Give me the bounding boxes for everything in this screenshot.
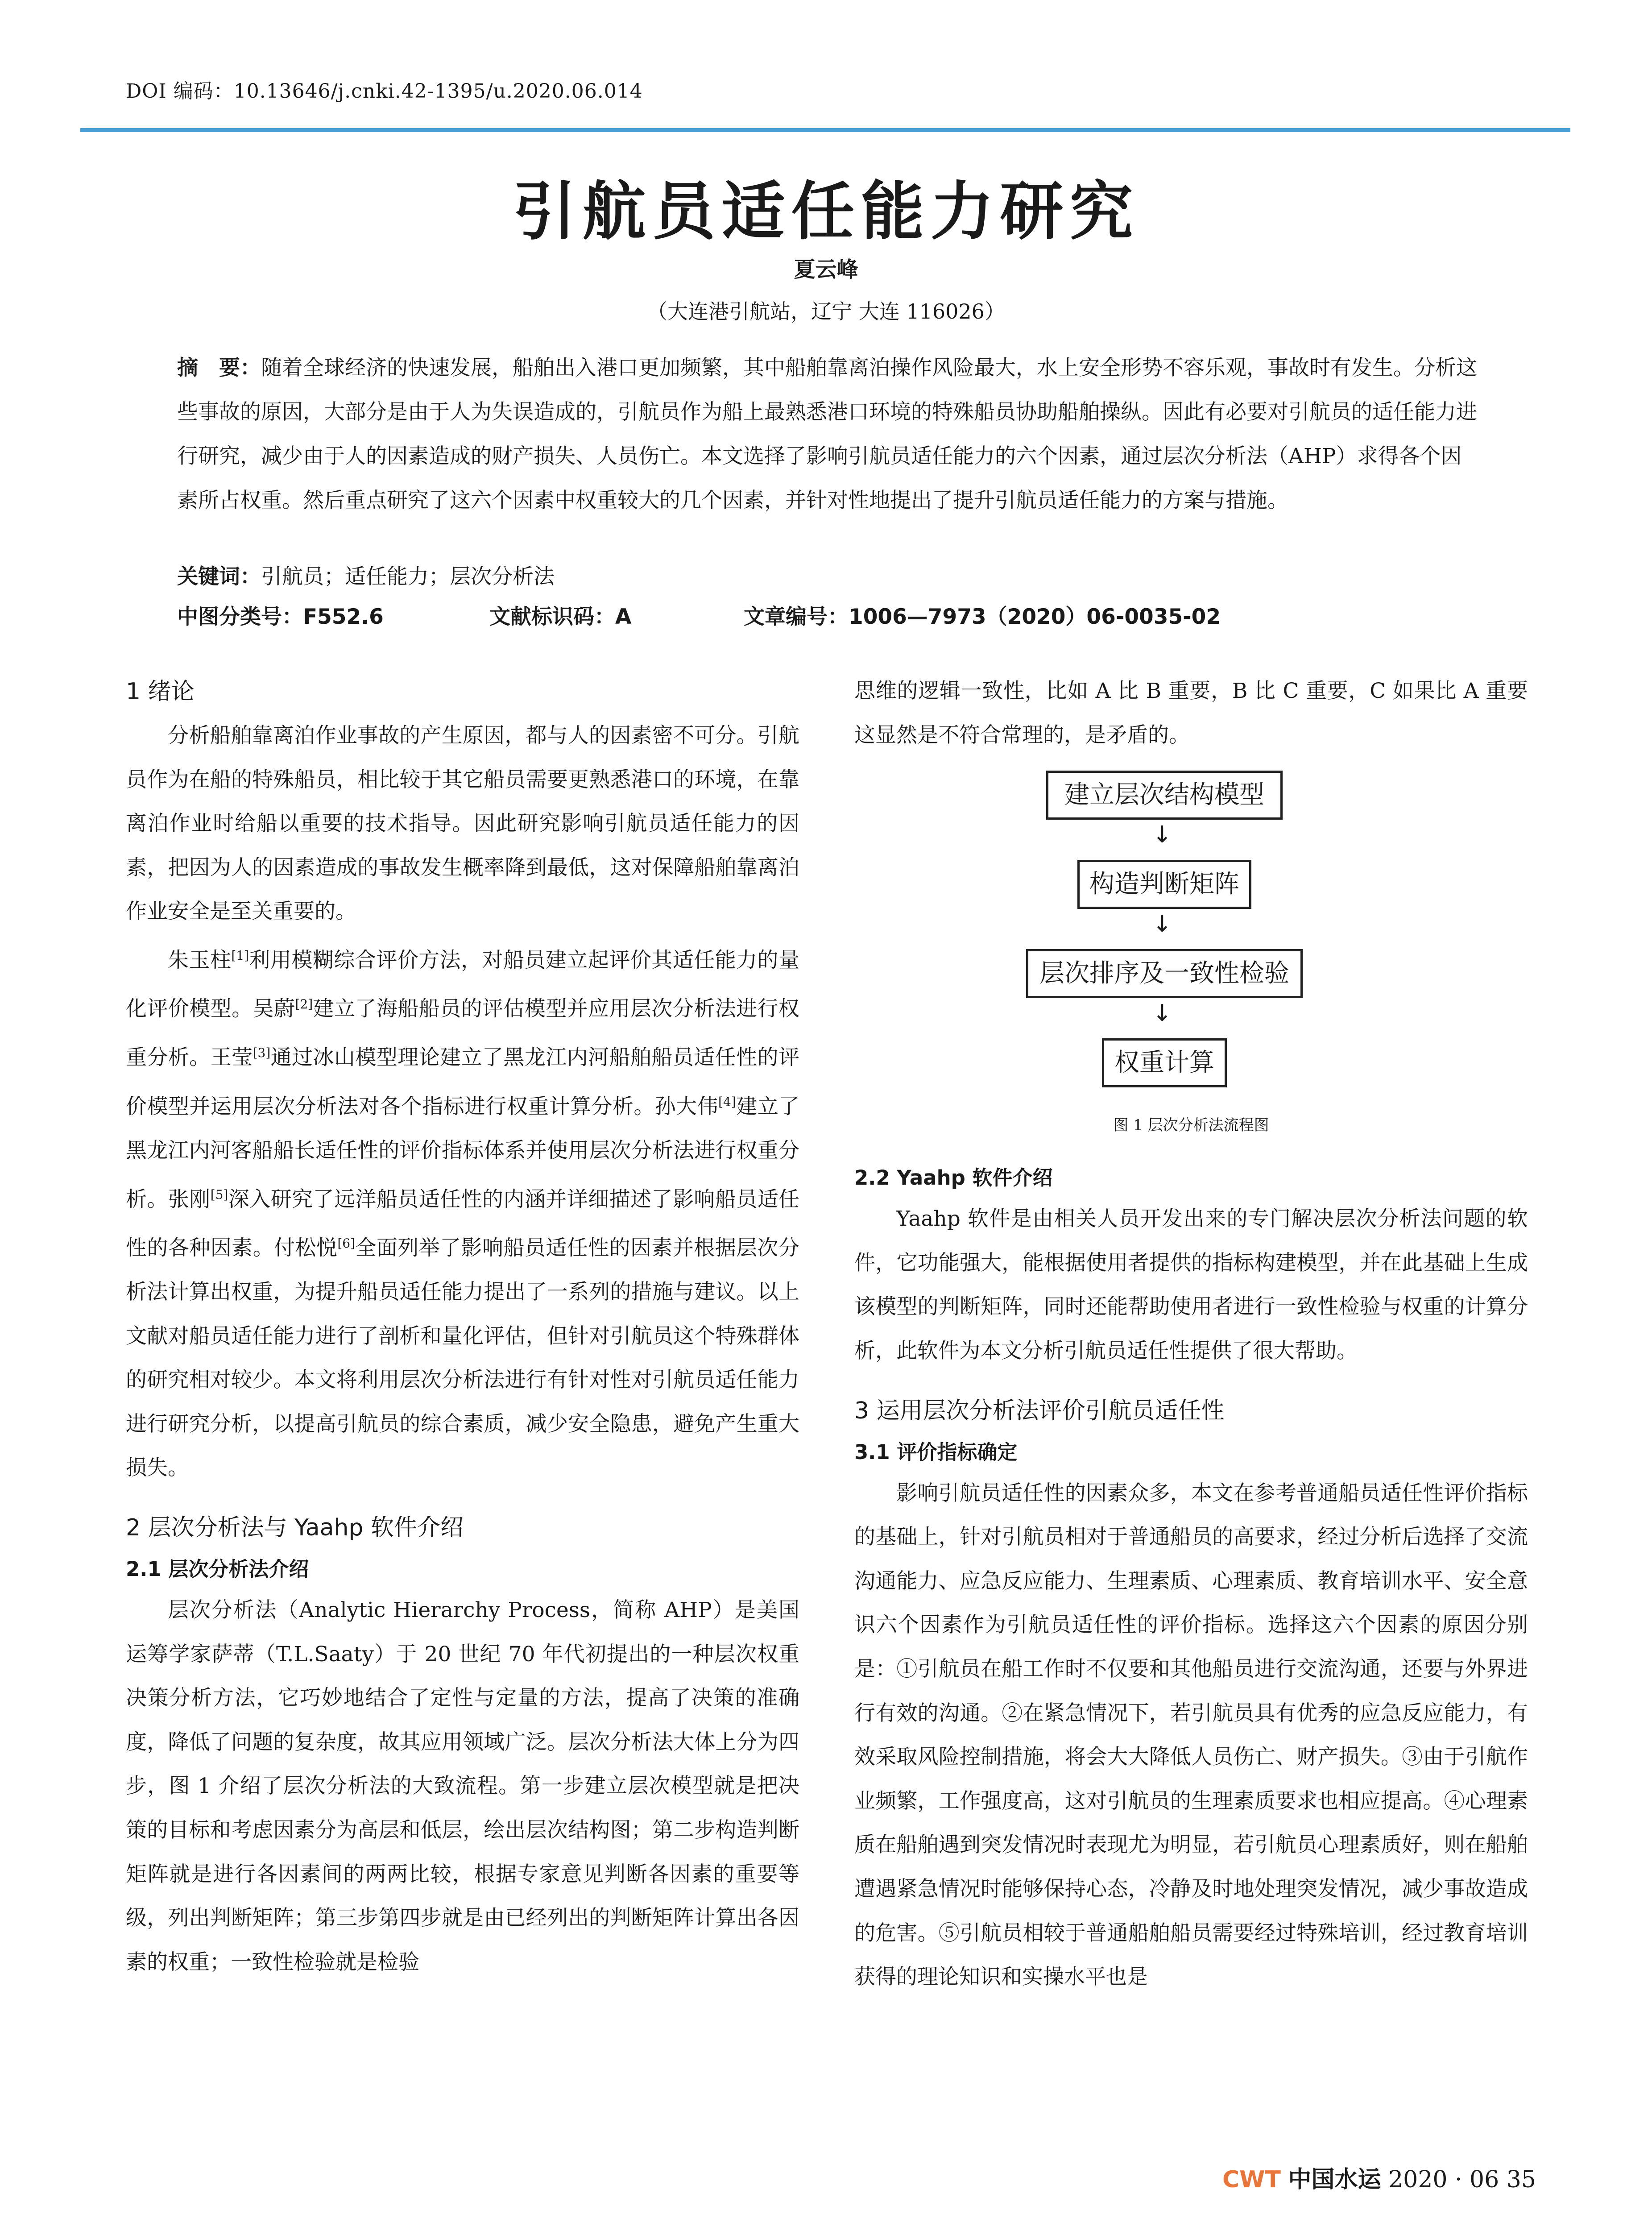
right-column: [854, 669, 1528, 1999]
text-run: 朱玉柱: [168, 948, 232, 973]
keywords-text: 引航员；适任能力；层次分析法: [261, 564, 555, 589]
citation-6: [6]: [337, 1236, 355, 1251]
header-rule: [80, 128, 1570, 132]
s31-paragraph-1: 影响引航员适任性的因素众多，本文在参考普通船员适任性评价指标的基础上，针对引航员相对于普通船员的高要求，经过分析后选择了交流沟通能力、应急反应能力、生理素质、心理素质、教育培训水平、安全意识六个因素作为引航员适任性的评价指标。选择这六个因素的原因分别是：①引航员在船工作时不仅要和其他船员进行交流沟通，还要与外界进行有效的沟通。②在紧急情况下，若引航员具有优秀的应急反应能力，有效采取风险控制措施，将会大大降低人员伤亡、财产损失。③由于引航作业频繁，工作强度高，这对引航员的生理素质要求也相应提高。④心理素质在船舶遇到突发情况时表现尤为明显，若引航员心理素质好，则在船舶遭遇紧急情况时能够保持心态，冷静及时地处理突发情况，减少事故造成的危害。⑤引航员相较于普通船舶船员需要经过特殊培训，经过教育培训获得的理论知识和实操水平也是: [854, 1480, 1528, 1990]
text-run: 全面列举了影响船员适任性的因素并根据层次分析法计算出权重，为提升船员适任能力提出了一系列的措施与建议。以上文献对船员适任能力进行了剖析和量化评估，但针对引航员这个特殊群体的研究相对较少。本文将利用层次分析法进行有针对性对引航员适任能力进行研究分析，以提高引航员的综合素质，减少安全隐患，避免产生重大损失。: [126, 1236, 800, 1480]
s1-paragraph-2: [126, 934, 799, 1490]
flow-step-1: 建立层次结构模型: [1046, 771, 1283, 820]
flow-step-3: 层次排序及一致性检验: [1026, 949, 1303, 998]
author: 夏云峰: [794, 257, 858, 282]
citation-5: [5]: [210, 1187, 228, 1202]
section-2-1-heading: 2.1 层次分析法介绍: [126, 1557, 309, 1581]
figure-caption: 图 1 层次分析法流程图: [1113, 1116, 1269, 1135]
flow-step-2: 构造判断矩阵: [1077, 860, 1251, 909]
page-footer: [1222, 2161, 1536, 2194]
abstract-label: 摘 要：: [177, 356, 261, 380]
keywords: [177, 560, 555, 590]
journal-logo: CWT: [1222, 2166, 1281, 2193]
document-code: 文献标识码：A: [489, 605, 632, 629]
left-column: [126, 669, 799, 1984]
text-run: 建立了黑龙江内河客船船长适任性的评价指标体系并使用层次分析法进行权重分析。张刚: [126, 1094, 800, 1212]
page-number: 35: [1506, 2166, 1536, 2193]
abstract-text: 随着全球经济的快速发展，船舶出入港口更加频繁，其中船舶靠离泊操作风险最大，水上安全形势不容乐观，事故时有发生。分析这些事故的原因，大部分是由于人为失误造成的，引航员作为船上最熟悉港口环境的特殊船员协助船舶操纵。因此有必要对引航员的适任能力进行研究，减少由于人的因素造成的财产损失、人员伤亡。本文选择了影响引航员适任能力的六个因素，通过层次分析法（AHP）求得各个因素所占权重。然后重点研究了这六个因素中权重较大的几个因素，并针对性地提出了提升引航员适任能力的方案与措施。: [177, 356, 1477, 513]
doi-line: DOI 编码：10.13646/j.cnki.42-1395/u.2020.06.014: [126, 80, 643, 103]
issue-number: 2020 · 06: [1388, 2166, 1499, 2193]
flow-arrow-3: ↓: [1152, 1000, 1172, 1027]
flow-step-4: 权重计算: [1102, 1038, 1227, 1087]
text-run: 深入研究了远洋船员适任性的内涵并详细描述了影响船员适任性的各种因素。付松悦: [126, 1187, 800, 1261]
citation-3: [3]: [253, 1045, 271, 1061]
s22-paragraph-1: Yaahp 软件是由相关人员开发出来的专门解决层次分析法问题的软件，它功能强大，能根据使用者提供的指标构建模型，并在此基础上生成该模型的判断矩阵，同时还能帮助使用者进行一致性检验与权重的计算分析，此软件为本文分析引航员适任性提供了很大帮助。: [854, 1207, 1528, 1363]
section-2-2-heading: 2.2 Yaahp 软件介绍: [854, 1166, 1053, 1190]
citation-2: [2]: [295, 997, 313, 1012]
citation-1: [1]: [231, 948, 249, 963]
ahp-flowchart: [854, 771, 1528, 1159]
citation-4: [4]: [718, 1094, 736, 1109]
section-3-1-heading: 3.1 评价指标确定: [854, 1440, 1018, 1464]
section-2-heading: 2 层次分析法与 Yaahp 软件介绍: [126, 1514, 464, 1542]
text-run: 建立了海船船员的评估模型并应用层次分析法进行权重分析。王莹: [126, 996, 800, 1070]
affiliation: （大连港引航站，辽宁 大连 116026）: [647, 299, 1005, 323]
flow-arrow-1: ↓: [1152, 821, 1172, 849]
clc-number: 中图分类号：F552.6: [177, 605, 384, 629]
journal-name: 中国水运: [1288, 2166, 1381, 2193]
s21-paragraph-1: 层次分析法（Analytic Hierarchy Process，简称 AHP）是美国运筹学家萨蒂（T.L.Saaty）于 20 世纪 70 年代初提出的一种层次权重决策分析方法，它巧妙地结合了定性与定量的方法，提高了决策的准确度，降低了问题的复杂度，故其应用领域广泛。层次分析法大体上分为四步，图 1 介绍了层次分析法的大致流程。第一步建立层次模型就是把决策的目标和考虑因素分为高层和低层，绘出层次结构图；第二步构造判断矩阵就是进行各因素间的两两比较，根据专家意见判断各因素的重要等级，列出判断矩阵；第三步第四步就是由已经列出的判断矩阵计算出各因素的权重；一致性检验就是检验: [126, 1598, 799, 1974]
article-title: 引航员适任能力研究: [513, 174, 1139, 249]
section-3-heading: 3 运用层次分析法评价引航员适任性: [854, 1397, 1225, 1424]
keywords-label: 关键词：: [177, 564, 261, 589]
section-1-heading: 1 绪论: [126, 678, 195, 705]
text-run: 利用模糊综合评价方法，对船员建立起评价其适任能力的量化评价模型。吴蔚: [126, 948, 800, 1021]
article-number: 文章编号：1006—7973（2020）06-0035-02: [744, 605, 1221, 629]
flow-arrow-2: ↓: [1152, 911, 1172, 938]
abstract: [177, 346, 1480, 523]
text-run: 通过冰山模型理论建立了黑龙江内河船舶船员适任性的评价模型并运用层次分析法对各个指标进行权重计算分析。孙大伟: [126, 1045, 800, 1119]
continued-paragraph: 思维的逻辑一致性，比如 A 比 B 重要，B 比 C 重要，C 如果比 A 重要这显然是不符合常理的，是矛盾的。: [854, 679, 1528, 747]
s1-paragraph-1: 分析船舶靠离泊作业事故的产生原因，都与人的因素密不可分。引航员作为在船的特殊船员，相比较于其它船员需要更熟悉港口的环境，在靠离泊作业时给船以重要的技术指导。因此研究影响引航员适任能力的因素，把因为人的因素造成的事故发生概率降到最低，这对保障船舶靠离泊作业安全是至关重要的。: [126, 723, 799, 924]
